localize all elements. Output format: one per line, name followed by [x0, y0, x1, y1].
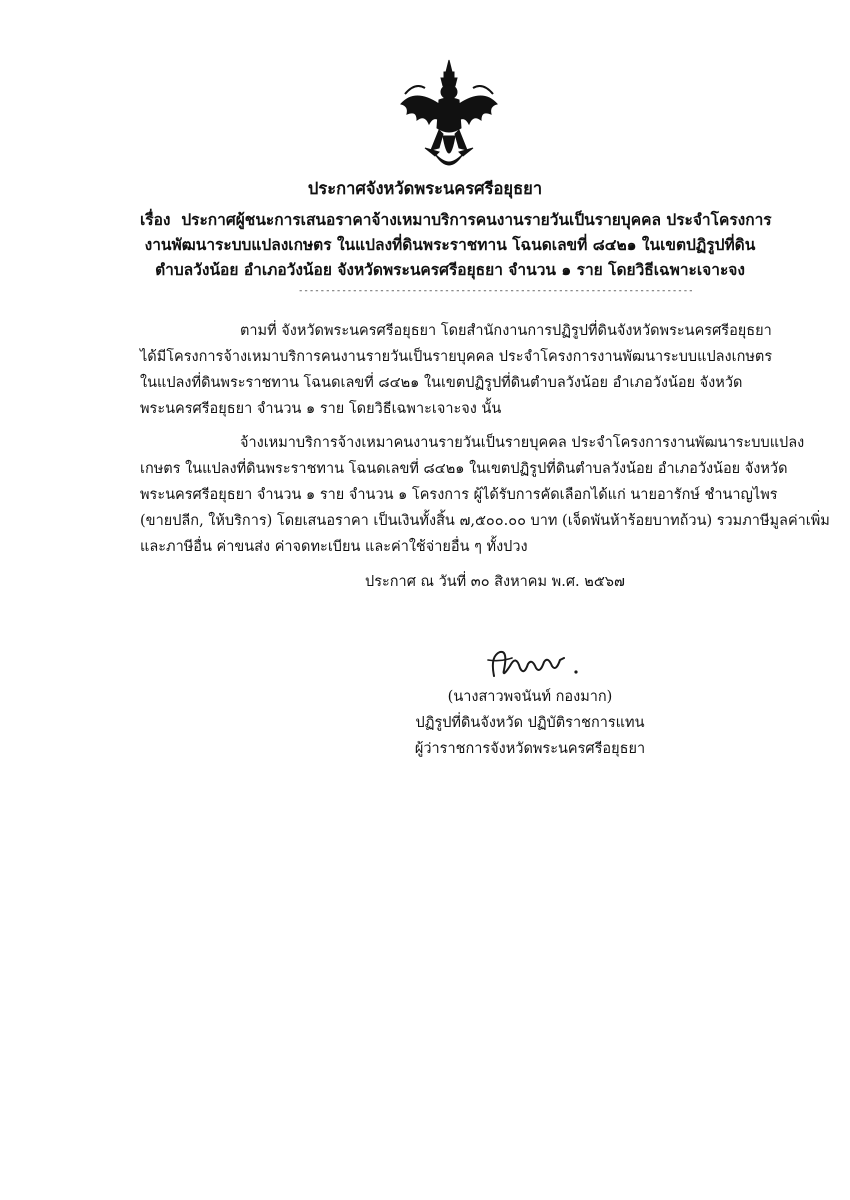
subject-text: ประกาศผู้ชนะการเสนอราคาจ้างเหมาบริการคนงานรายวันเป็นรายบุคคล ประจำโครงการ	[181, 210, 772, 229]
subject-line	[140, 207, 772, 232]
garuda-emblem-icon	[395, 58, 503, 176]
document-subject	[140, 207, 772, 282]
document-title: ประกาศจังหวัดพระนครศรีอยุธยา	[307, 179, 543, 198]
separator-line: -------------------------------------------------------------------------	[298, 286, 694, 296]
paragraph-line: ในแปลงที่ดินพระราชทาน โฉนดเลขที่ ๘๔๒๑ ในเขตปฏิรูปที่ดินตำบลวังน้อย อำเภอวังน้อย จังหวัด	[140, 375, 743, 391]
announcement-date: ประกาศ ณ วันที่ ๓๐ สิงหาคม พ.ศ. ๒๕๖๗	[365, 574, 625, 590]
paragraph-line: เกษตร ในแปลงที่ดินพระราชทาน โฉนดเลขที่ ๘๔๒๑ ในเขตปฏิรูปที่ดินตำบลวังน้อย อำเภอวังน้อย จังหวัด	[140, 461, 788, 477]
signer-position: ปฏิรูปที่ดินจังหวัด ปฏิบัติราชการแทน	[415, 715, 645, 731]
signer-name: (นางสาวพจนันท์ กองมาก)	[447, 689, 613, 705]
paragraph-award	[140, 430, 830, 560]
paragraph-line: พระนครศรีอยุธยา จำนวน ๑ ราย จำนวน ๑ โครงการ ผู้ได้รับการคัดเลือกได้แก่ นายอารักษ์ ชำนาญไพร	[140, 487, 778, 503]
paragraph-line: จ้างเหมาบริการจ้างเหมาคนงานรายวันเป็นรายบุคคล ประจำโครงการงานพัฒนาระบบแปลง	[240, 435, 805, 451]
signer-block	[380, 684, 680, 762]
signer-on-behalf: ผู้ว่าราชการจังหวัดพระนครศรีอยุธยา	[414, 741, 646, 757]
paragraph-line: และภาษีอื่น ค่าขนส่ง ค่าจดทะเบียน และค่าใช้จ่ายอื่น ๆ ทั้งปวง	[140, 539, 528, 555]
paragraph-line: ได้มีโครงการจ้างเหมาบริการคนงานรายวันเป็นรายบุคคล ประจำโครงการงานพัฒนาระบบแปลงเกษตร	[140, 349, 773, 365]
handwritten-signature-icon	[480, 640, 590, 685]
paragraph-line: พระนครศรีอยุธยา จำนวน ๑ ราย โดยวิธีเฉพาะเจาะจง นั้น	[140, 401, 502, 417]
paragraph-line: ตามที่ จังหวัดพระนครศรีอยุธยา โดยสำนักงานการปฏิรูปที่ดินจังหวัดพระนครศรีอยุธยา	[240, 323, 772, 339]
subject-label: เรื่อง	[140, 210, 171, 229]
paragraph-line: (ขายปลีก, ให้บริการ) โดยเสนอราคา เป็นเงินทั้งสิ้น ๗,๕๐๐.๐๐ บาท (เจ็ดพันห้าร้อยบาทถ้วน) รวมภาษีมูลค่าเพิ่ม	[140, 513, 830, 529]
subject-line: งานพัฒนาระบบแปลงเกษตร ในแปลงที่ดินพระราชทาน โฉนดเลขที่ ๘๔๒๑ ในเขตปฏิรูปที่ดิน	[144, 235, 756, 254]
paragraph-background	[140, 318, 773, 422]
subject-line: ตำบลวังน้อย อำเภอวังน้อย จังหวัดพระนครศรีอยุธยา จำนวน ๑ ราย โดยวิธีเฉพาะเจาะจง	[155, 260, 745, 279]
